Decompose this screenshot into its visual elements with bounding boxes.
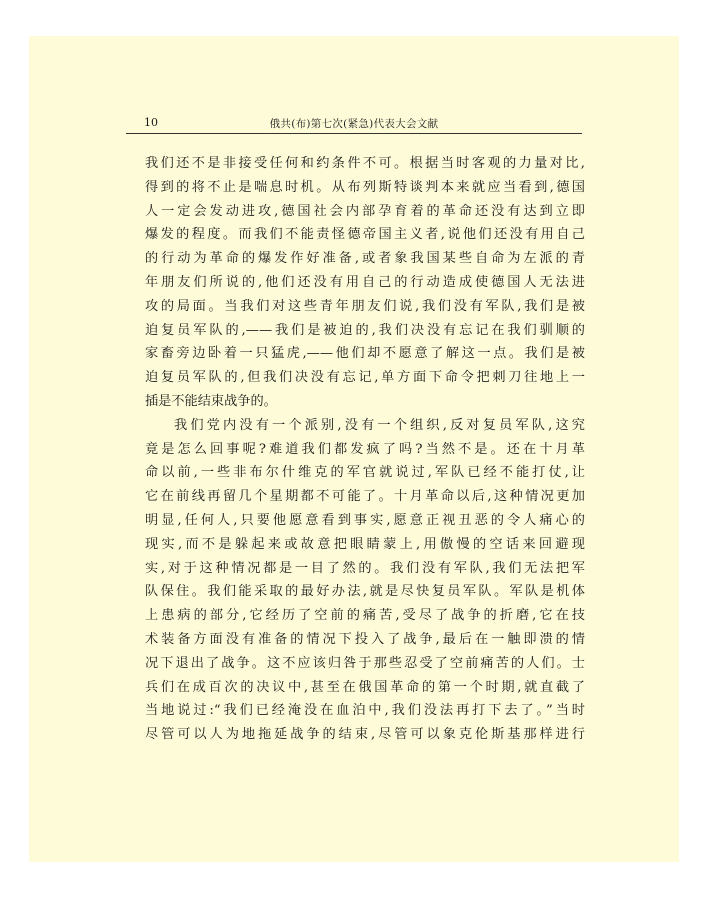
text-line: 年朋友们所说的,他们还没有用自己的行动造成使德国人无法进: [145, 274, 585, 290]
running-title: 俄共(布)第七次(紧急)代表大会文献: [269, 118, 439, 130]
text-line: 攻的局面。当我们对这些青年朋友们说,我们没有军队,我们是被: [145, 298, 585, 314]
text-line: 家畜旁边卧着一只猛虎,——他们却不愿意了解这一点。我们是被: [145, 346, 585, 362]
text-line: 队保住。我们能采取的最好办法,就是尽快复员军队。军队是机体: [145, 584, 585, 600]
text-line: 竟是怎么回事呢?难道我们都发疯了吗?当然不是。还在十月革: [145, 441, 585, 457]
text-line: 尽管可以人为地拖延战争的结束,尽管可以象克伦斯基那样进行: [145, 727, 585, 743]
text-line: 迫复员军队的,但我们决没有忘记,单方面下命令把刺刀往地上一: [145, 370, 585, 386]
text-line: 的行动为革命的爆发作好准备,或者象我国某些自命为左派的青: [145, 251, 585, 267]
text-line: 当地说过:“我们已经淹没在血泊中,我们没法再打下去了。”当时: [145, 703, 585, 719]
text-line: 术装备方面没有准备的情况下投入了战争,最后在一触即溃的情: [145, 631, 585, 647]
text-line: 它在前线再留几个星期都不可能了。十月革命以后,这种情况更加: [145, 489, 585, 505]
text-line: 实,对于这种情况都是一目了然的。我们没有军队,我们无法把军: [145, 560, 585, 576]
text-line: 人一定会发动进攻,德国社会内部孕育着的革命还没有达到立即: [145, 203, 585, 219]
page-header: [126, 113, 582, 134]
text-line: 爆发的程度。而我们不能责怪德帝国主义者,说他们还没有用自己: [145, 227, 585, 243]
text-line: 现实,而不是躲起来或故意把眼睛蒙上,用傲慢的空话来回避现: [145, 536, 585, 552]
text-line: 上患病的部分,它经历了空前的痛苦,受尽了战争的折磨,它在技: [145, 608, 585, 624]
text-line-paragraph-start: 我们党内没有一个派别,没有一个组织,反对复员军队,这究: [174, 417, 585, 433]
page-number: 10: [144, 116, 158, 129]
text-line: 迫复员军队的,——我们是被迫的,我们决没有忘记在我们驯顺的: [145, 322, 585, 338]
text-line: 命以前,一些非布尔什维克的军官就说过,军队已经不能打仗,让: [145, 465, 585, 481]
text-line-paragraph-end: 插是不能结束战争的。: [145, 393, 277, 409]
text-line: 我们还不是非接受任何和约条件不可。根据当时客观的力量对比,: [145, 156, 585, 171]
text-line: 明显,任何人,只要他愿意看到事实,愿意正视丑恶的令人痛心的: [145, 512, 585, 528]
text-line: 兵们在成百次的决议中,甚至在俄国革命的第一个时期,就直截了: [145, 679, 585, 695]
text-line: 得到的将不止是喘息时机。从布列斯特谈判本来就应当看到,德国: [145, 179, 585, 195]
body-text: [145, 152, 585, 747]
text-line: 况下退出了战争。这不应该归咎于那些忍受了空前痛苦的人们。士: [145, 655, 585, 671]
